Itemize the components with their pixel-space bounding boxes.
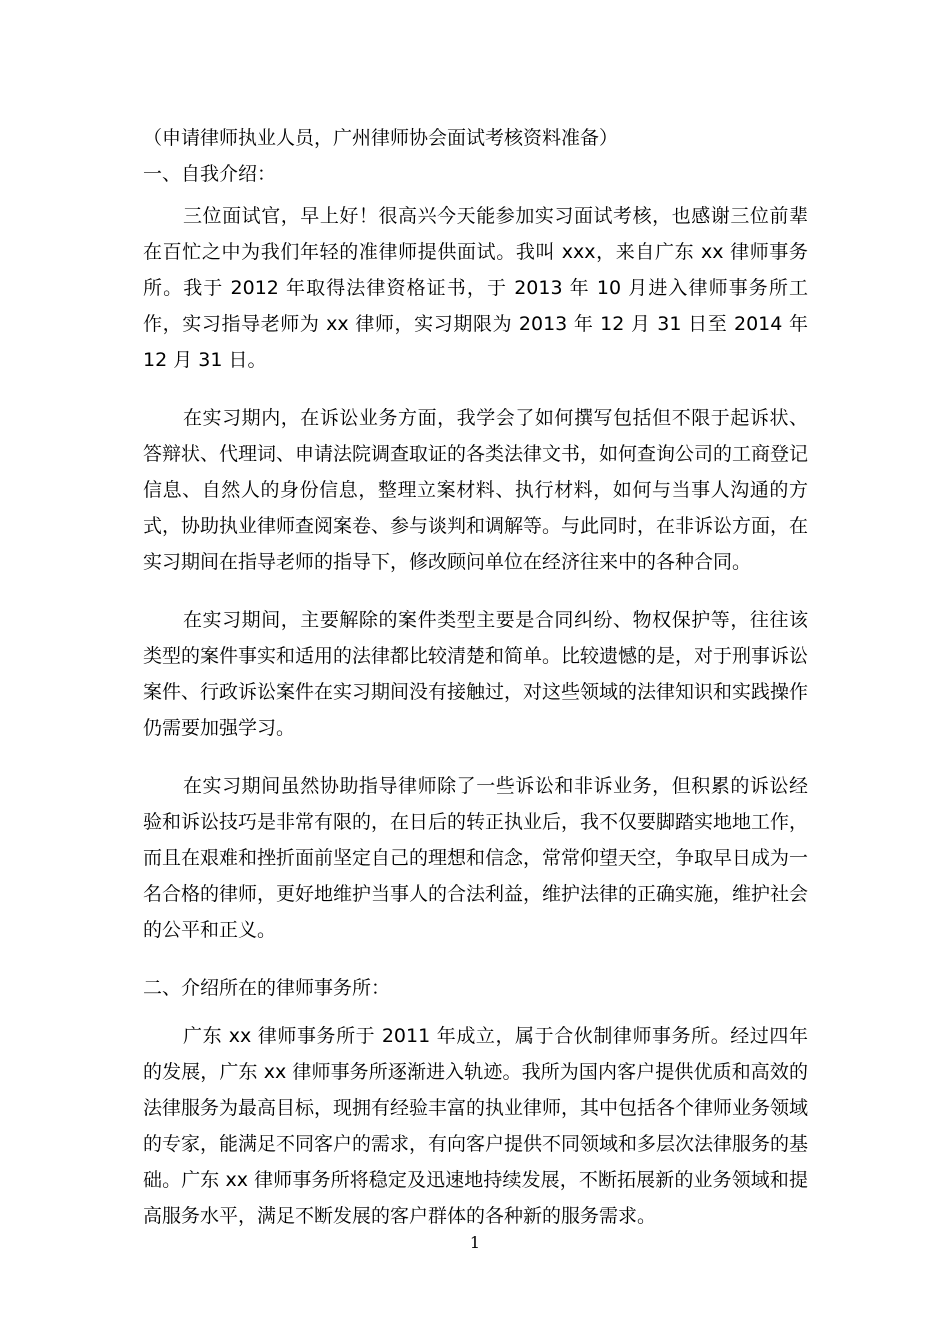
document-subtitle: （申请律师执业人员，广州律师协会面试考核资料准备） (143, 127, 619, 149)
paragraph-case-types: 在实习期间，主要解除的案件类型主要是合同纠纷、物权保护等，往往该类型的案件事实和适用的法律都比较清楚和简单。比较遗憾的是，对于刑事诉讼案件、行政诉讼案件在实习期间没有接触过，对这些领域的法律知识和实践操作仍需要加强学习。 (143, 609, 809, 739)
section-heading-law-firm: 二、介绍所在的律师事务所： (143, 977, 391, 999)
paragraph-law-firm-intro: 广东 xx 律师事务所于 2011 年成立，属于合伙制律师事务所。经过四年的发展，广东 xx 律师事务所逐渐进入轨迹。我所为国内客户提供优质和高效的法律服务为最高目标，现拥有经验丰富的执业律师，其中包括各个律师业务领域的专家，能满足不同客户的需求，有向客户提供不同领域和多层次法律服务的基础。广东 xx 律师事务所将稳定及迅速地持续发展，不断拓展新的业务领域和提高服务水平，满足不断发展的客户群体的各种新的服务需求。 (143, 1025, 809, 1227)
paragraph-greeting: 三位面试官，早上好！很高兴今天能参加实习面试考核，也感谢三位前辈在百忙之中为我们年轻的准律师提供面试。我叫 xxx，来自广东 xx 律师事务所。我于 2012 年取得法律资格证书，于 2013 年 10 月进入律师事务所工作，实习指导老师为 xx 律师，实习期限为 2013 年 12 月 31 日至 2014 年 12 月 31 日。 (143, 205, 808, 371)
section-heading-self-introduction: 一、自我介绍： (143, 163, 277, 185)
paragraph-internship-litigation: 在实习期内，在诉讼业务方面，我学会了如何撰写包括但不限于起诉状、答辩状、代理词、申请法院调查取证的各类法律文书，如何查询公司的工商登记信息、自然人的身份信息，整理立案材料、执行材料，如何与当事人沟通的方式，协助执业律师查阅案卷、参与谈判和调解等。与此同时，在非诉讼方面，在实习期间在指导老师的指导下，修改顾问单位在经济往来中的各种合同。 (143, 407, 809, 573)
document-body (143, 120, 808, 1234)
paragraph-future-goals: 在实习期间虽然协助指导律师除了一些诉讼和非诉业务，但积累的诉讼经验和诉讼技巧是非常有限的，在日后的转正执业后，我不仅要脚踏实地地工作，而且在艰难和挫折面前坚定自己的理想和信念，常常仰望天空，争取早日成为一名合格的律师，更好地维护当事人的合法利益，维护法律的正确实施，维护社会的公平和正义。 (143, 775, 809, 941)
page-number: 1 (469, 1233, 481, 1252)
